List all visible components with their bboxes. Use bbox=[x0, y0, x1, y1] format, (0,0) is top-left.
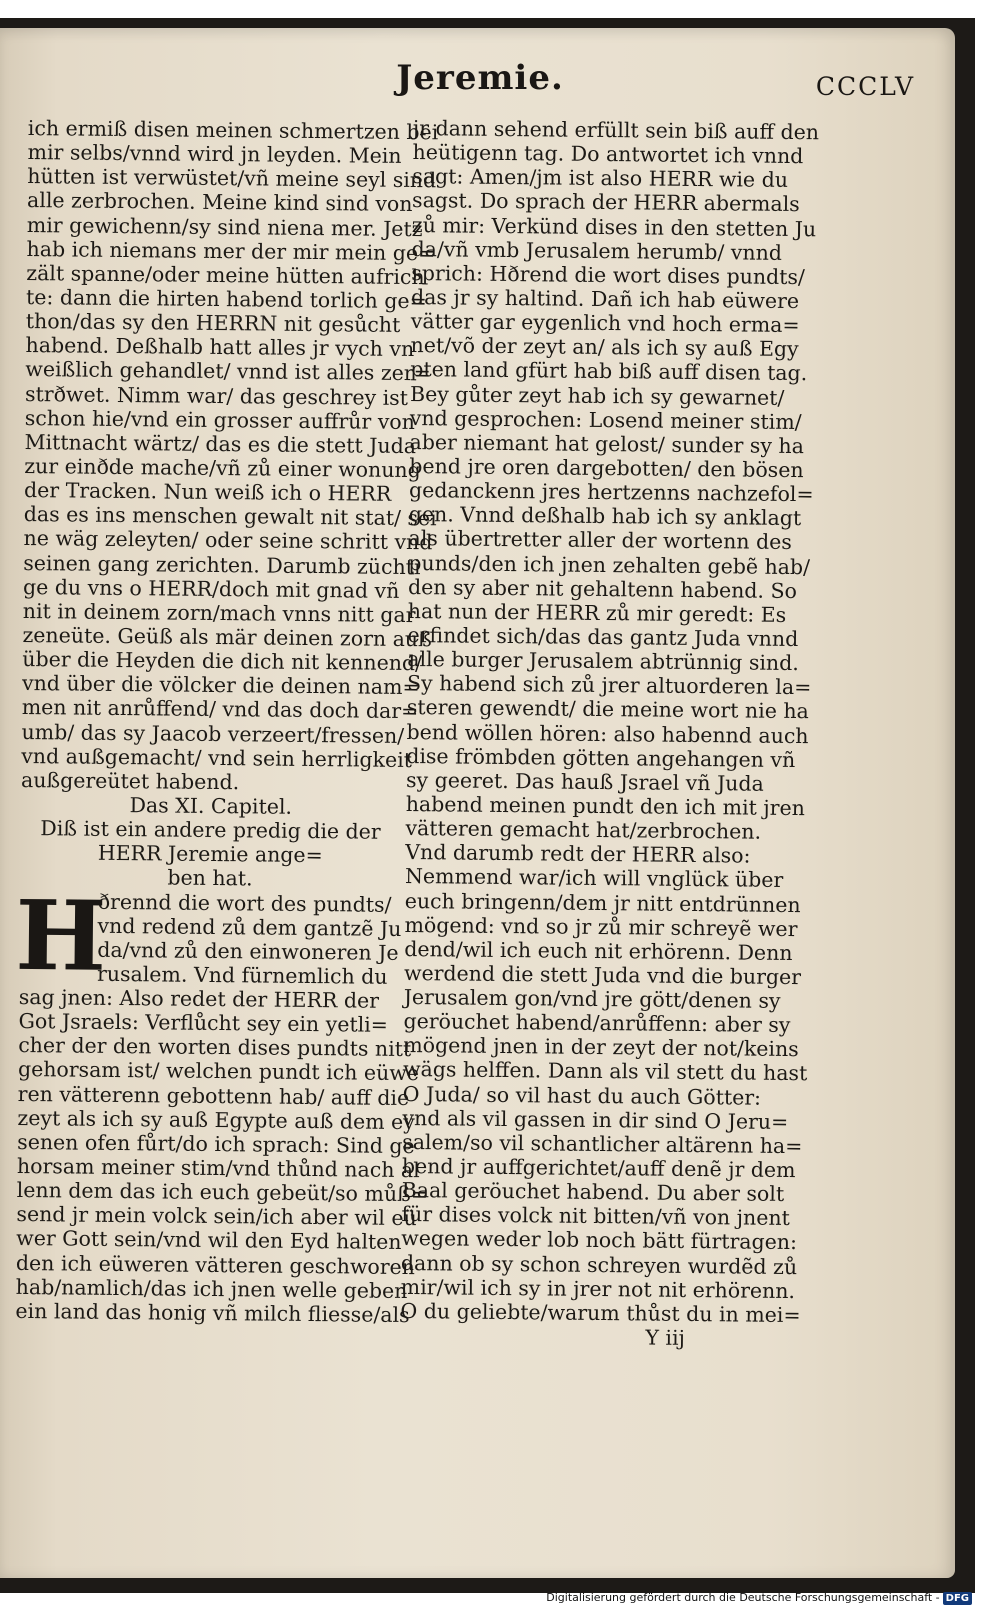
text-line: strðwet. Nimm war/ das geschrey ist bbox=[24, 381, 409, 410]
text-line: ne wäg zeleyten/ oder seine schritt vnd bbox=[23, 526, 433, 555]
paper-leaf bbox=[0, 28, 955, 1578]
text-line: aber niemant hat gelost/ sunder sy ha bbox=[409, 429, 805, 458]
text-line: werdend die stett Juda vnd die burger bbox=[403, 960, 802, 990]
text-line: wegen weder lob noch bätt fürtragen: bbox=[401, 1226, 798, 1255]
text-line: Mittnacht wärtz/ das es die stett Juda bbox=[24, 429, 417, 458]
text-line: ge du vns o HERR/doch mit gnad vñ bbox=[22, 574, 400, 603]
text-line: zur einðde mache/vñ zů einer wonung bbox=[24, 453, 421, 483]
drop-capital: H bbox=[14, 878, 107, 993]
text-line: sy geeret. Das hauß Jsrael vñ Juda bbox=[405, 767, 764, 796]
text-line: Vnd darumb redt der HERR also: bbox=[405, 840, 751, 868]
text-line: erfindet sich/das das gantz Juda vnnd bbox=[407, 622, 799, 652]
text-line: O Juda/ so vil hast du auch Götter: bbox=[402, 1081, 762, 1110]
text-line: den sy aber nit gehaltenn habend. So bbox=[407, 574, 798, 603]
text-line: O du geliebte/warum thůst du in mei= bbox=[400, 1298, 801, 1328]
text-line: Baal geröuchet habend. Du aber solt bbox=[401, 1178, 785, 1207]
text-line: Jerusalem gon/vnd jre gött/denen sy bbox=[403, 985, 781, 1013]
text-line: über die Heyden die dich nit kennend/ bbox=[22, 647, 423, 676]
text-line: geröuchet habend/anrůffenn: aber sy bbox=[403, 1009, 791, 1038]
text-line: Sy habend sich zů jrer altuorderen la= bbox=[406, 671, 812, 700]
text-line: da/vñ vmb Jerusalem herumb/ vnnd bbox=[411, 236, 783, 265]
text-line: umb/ das sy Jaacob verzeert/fressen/ bbox=[21, 719, 405, 748]
text-line: dann ob sy schon schreyen wurdẽd zů bbox=[400, 1250, 798, 1279]
text-line: te: dann die hirten habend torlich ge= bbox=[25, 284, 427, 314]
text-line: zů mir: Verkünd dises in den stetten Ju bbox=[411, 212, 817, 241]
text-line: nit in deinem zorn/mach vnns nitt gar bbox=[22, 598, 416, 627]
text-line: ren vätterenn gebottenn hab/ auff die bbox=[17, 1081, 410, 1110]
book-page-scan bbox=[0, 18, 975, 1593]
text-line: rusalem. Vnd fürnemlich du bbox=[96, 961, 388, 989]
chapter-summary-line: HERR Jeremie ange= bbox=[97, 840, 323, 868]
text-line: ðrennd die wort des pundts/ bbox=[97, 889, 392, 917]
folio-number: CCCLV bbox=[815, 72, 915, 101]
text-line: punds/den ich jnen zehalten gebẽ hab/ bbox=[408, 550, 811, 579]
text-line: pten land gfürt hab biß auff disen tag. bbox=[410, 357, 808, 386]
text-line: vnd redend zů dem gantzẽ Ju bbox=[97, 913, 402, 941]
text-line: seinen gang zerichten. Darumb züchti bbox=[23, 550, 421, 579]
text-line: habend meinen pundt den ich mit jren bbox=[405, 791, 805, 821]
running-title: Jeremie. bbox=[396, 58, 564, 98]
text-line: sagst. Do sprach der HERR abermals bbox=[411, 188, 800, 217]
text-line: lenn dem das ich euch gebeüt/so můß= bbox=[16, 1178, 429, 1207]
text-line: heütigenn tag. Do antwortet ich vnnd bbox=[412, 140, 804, 169]
text-line: jr dann sehend erfüllt sein biß auff den bbox=[412, 116, 820, 145]
text-line: als übertretter aller der wortenn des bbox=[408, 526, 792, 555]
chapter-summary-line: Diß ist ein andere predig die der bbox=[40, 816, 381, 844]
text-line: Got Jsraels: Verflůcht sey ein yetli= bbox=[18, 1009, 389, 1038]
text-line: sagt: Amen/jm ist also HERR wie du bbox=[412, 164, 789, 193]
text-line: senen ofen fůrt/do ich sprach: Sind ge bbox=[17, 1129, 415, 1159]
funding-footer bbox=[546, 1591, 972, 1605]
chapter-heading: Das XI. Capitel. bbox=[129, 793, 293, 819]
chapter-summary-line: ben hat. bbox=[167, 865, 253, 891]
text-line: men nit anrůffend/ vnd das doch dar= bbox=[21, 695, 419, 724]
text-line: gedanckenn jres hertzenns nachzefol= bbox=[408, 478, 814, 507]
text-line: bend jr auffgerichtet/auff denẽ jr dem bbox=[401, 1153, 796, 1183]
text-line: hab/namlich/das ich jnen welle geben bbox=[15, 1274, 408, 1303]
text-line: mögend jnen in der zeyt der not/keins bbox=[403, 1033, 799, 1062]
text-line: cher der den worten dises pundts nitt bbox=[18, 1033, 412, 1062]
text-line: vnd als vil gassen in dir sind O Jeru= bbox=[402, 1105, 789, 1134]
text-line: salem/so vil schantlicher altärenn ha= bbox=[402, 1129, 803, 1159]
text-line: hütten ist verwüstet/vñ meine seyl sind bbox=[27, 164, 437, 193]
signature-mark: Y iij bbox=[645, 1325, 686, 1350]
text-line: vätter gar eygenlich vnd hoch erma= bbox=[410, 309, 800, 338]
text-line: vnd über die völcker die deinen nam= bbox=[21, 671, 420, 700]
text-line: horsam meiner stim/vnd thůnd nach al bbox=[16, 1153, 420, 1183]
text-line: mir selbs/vnnd wird jn leyden. Mein bbox=[27, 140, 402, 169]
text-line: zeneüte. Geüß als mär deinen zorn auß bbox=[22, 622, 432, 652]
text-line: hat nun der HERR zů mir geredt: Es bbox=[407, 598, 787, 627]
text-line: das es ins menschen gewalt nit stat/ sei bbox=[23, 502, 437, 531]
text-line: mögend: vnd so jr zů mir schreyẽ wer bbox=[404, 912, 798, 941]
text-line: sprich: Hðrend die wort dises pundts/ bbox=[411, 260, 806, 289]
text-line: der Tracken. Nun weiß ich o HERR bbox=[23, 478, 392, 506]
text-line: sag jnen: Also redet der HERR der bbox=[18, 985, 380, 1013]
text-line: vnd gesprochen: Losend meiner stim/ bbox=[409, 405, 802, 434]
text-line: ich ermiß disen meinen schmertzen bei bbox=[27, 116, 439, 145]
text-line: Nemmend war/ich will vnglück über bbox=[404, 864, 784, 893]
text-line: da/vnd zů den einwoneren Je bbox=[97, 937, 399, 965]
text-line: weißlich gehandlet/ vnnd ist alles zer= bbox=[25, 357, 431, 386]
text-line: bend wöllen hören: also habennd auch bbox=[406, 719, 809, 748]
text-line: Bey gůter zeyt hab ich sy gewarnet/ bbox=[409, 381, 785, 410]
text-line: bend jre oren dargebotten/ den bösen bbox=[409, 453, 804, 483]
text-line: vätteren gemacht hat/zerbrochen. bbox=[405, 816, 762, 844]
text-line: gen. Vnnd deßhalb hab ich sy anklagt bbox=[408, 502, 802, 531]
text-line: ein land das honig vñ milch fliesse/als bbox=[15, 1298, 410, 1327]
left-text-column bbox=[14, 116, 439, 1327]
text-line: habend. Deßhalb hatt alles jr vych vn bbox=[25, 333, 415, 362]
text-line: thon/das sy den HERRN nit gesůcht bbox=[25, 309, 401, 338]
text-line: außgereütet habend. bbox=[20, 767, 240, 795]
text-line: schon hie/vnd ein grosser auffrůr von bbox=[24, 405, 416, 434]
text-line: alle burger Jerusalem abtrünnig sind. bbox=[407, 647, 799, 676]
text-line: vnd außgemacht/ vnd sein herrligkeit bbox=[21, 743, 413, 772]
text-line: zeyt als ich sy auß Egypte auß dem ey bbox=[17, 1105, 415, 1134]
text-line: wägs helffen. Dann als vil stett du hast bbox=[402, 1057, 808, 1086]
text-line: alle zerbrochen. Meine kind sind von bbox=[26, 188, 413, 217]
text-line: für dises volck nit bitten/vñ von jnent bbox=[401, 1202, 790, 1231]
text-line: net/võ der zeyt an/ als ich sy auß Egy bbox=[410, 333, 799, 362]
text-line: hab ich niemans mer der mir mein ge= bbox=[26, 236, 436, 265]
text-line: send jr mein volck sein/ich aber wil eü bbox=[16, 1202, 417, 1231]
text-line: mir gewichenn/sy sind niena mer. Jetz bbox=[26, 212, 423, 241]
text-line: dise frömbden götten angehangen vñ bbox=[406, 743, 796, 772]
right-text-column bbox=[400, 116, 820, 1351]
text-line: dend/wil ich euch nit erhörenn. Denn bbox=[404, 936, 793, 965]
text-line: euch bringenn/dem jr nitt entdrünnen bbox=[404, 888, 801, 917]
text-line: mir/wil ich sy in jrer not nit erhörenn. bbox=[400, 1274, 796, 1303]
text-line: das jr sy haltind. Dañ ich hab eüwere bbox=[410, 284, 800, 314]
footer-text: Digitalisierung gefördert durch die Deutsche Forschungsgemeinschaft - bbox=[546, 1591, 940, 1604]
text-line: den ich eüweren vätteren geschworen bbox=[15, 1250, 416, 1279]
text-line: wer Gott sein/vnd wil den Eyd halten bbox=[16, 1226, 402, 1255]
text-line: gehorsam ist/ welchen pundt ich eüwe bbox=[17, 1057, 420, 1086]
dfg-logo: DFG bbox=[943, 1592, 972, 1605]
text-line: zält spanne/oder meine hütten aufrich bbox=[26, 260, 425, 290]
text-line: steren gewendt/ die meine wort nie ha bbox=[406, 695, 809, 724]
